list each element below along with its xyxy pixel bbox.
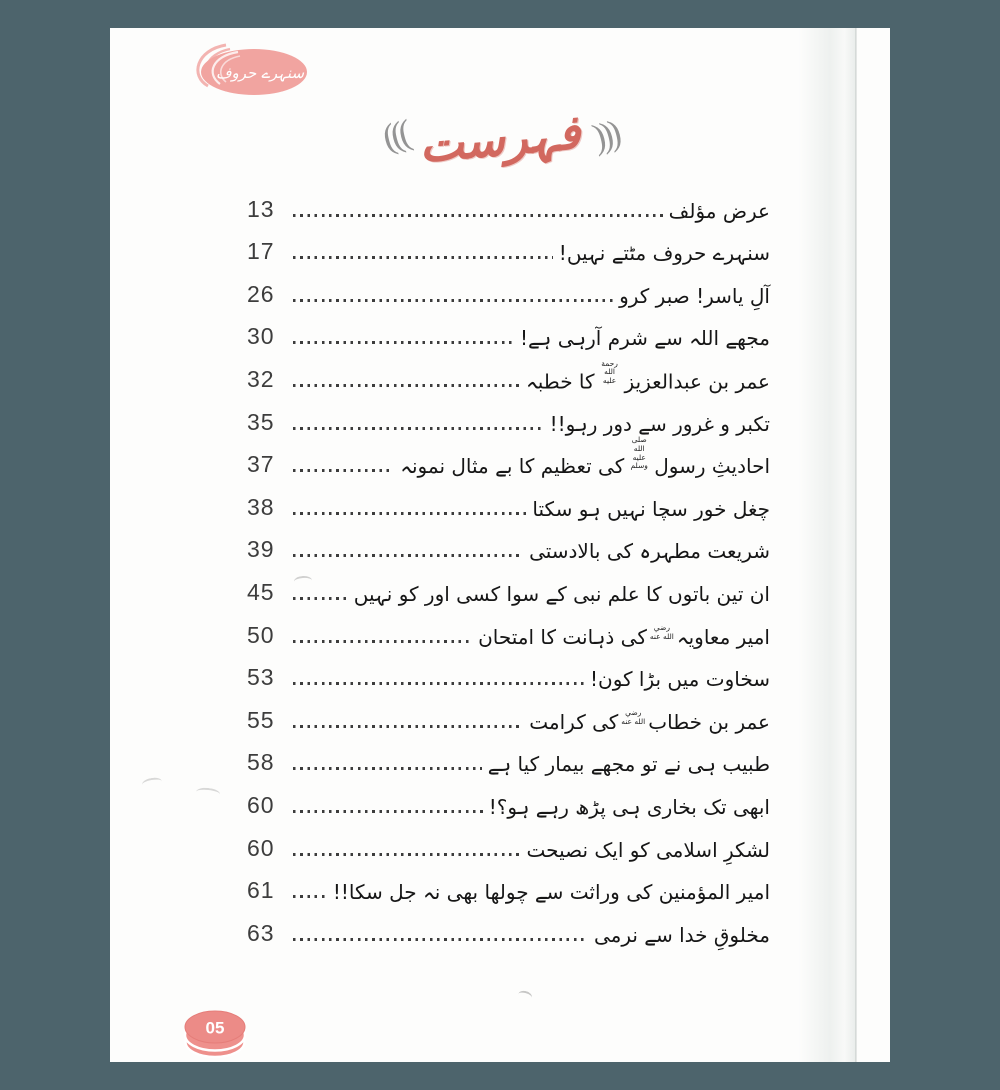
dot-leader <box>293 895 327 898</box>
toc-row <box>247 482 770 525</box>
dot-leader <box>293 554 523 557</box>
toc-title <box>527 835 770 865</box>
toc-title-main: تکبر و غرور سے دور رہو!! <box>549 411 770 436</box>
toc-title-after: کی ذہانت کا امتحان <box>478 624 647 649</box>
toc-title-after: کا خطبہ <box>526 368 595 393</box>
toc-title-after: کی تعظیم کا بے مثال نمونہ <box>400 454 625 479</box>
toc-title-honorific: صلى الله عليه وسلم <box>630 435 648 471</box>
toc-title <box>550 409 770 439</box>
scan-artifact <box>196 787 221 799</box>
toc-title <box>520 323 770 353</box>
dot-leader <box>293 682 584 685</box>
toc-title-main: عرض مؤلف <box>668 198 770 223</box>
toc-title <box>400 436 770 481</box>
toc-title <box>489 792 770 822</box>
toc-title <box>529 536 770 566</box>
toc-row <box>247 908 770 951</box>
toc-title <box>354 579 770 609</box>
toc-page-number: 60 <box>247 791 275 818</box>
toc-row <box>247 397 770 440</box>
toc-title <box>488 749 770 779</box>
toc-title <box>529 707 770 737</box>
toc-page-number: 58 <box>247 749 275 776</box>
scan-artifact <box>141 776 162 789</box>
toc-row <box>247 525 770 568</box>
page-edge-shadow <box>798 28 856 1062</box>
toc-row <box>247 567 770 610</box>
contents-heading <box>110 105 890 174</box>
page-number-badge <box>183 1006 247 1064</box>
dot-leader <box>293 469 394 472</box>
toc-title-main: شریعت مطہرہ کی بالادستی <box>529 539 770 564</box>
toc-title-honorific: رضي الله عنه <box>649 622 674 641</box>
toc-page-number: 60 <box>247 834 275 861</box>
toc-row <box>247 653 770 696</box>
toc-row <box>247 610 770 653</box>
toc-title-main: امیر المؤمنین کی وراثت سے چولھا بھی نہ جل سکا!! <box>332 880 770 905</box>
toc-page-number: 38 <box>247 493 275 520</box>
toc-page-number: 26 <box>247 280 275 307</box>
heading-ornament-left: ((( <box>378 112 412 158</box>
toc-page-number: 61 <box>247 877 275 904</box>
publisher-logo <box>180 42 312 100</box>
toc-title-honorific: رحمة الله عليه <box>601 358 618 385</box>
toc-title-main: ابھی تک بخاری ہی پڑھ رہے ہو؟! <box>488 794 770 819</box>
toc-title-main: امیر معاویہ <box>676 624 770 649</box>
toc-title <box>526 360 770 396</box>
dot-leader <box>293 341 514 344</box>
toc-title-main: احادیثِ رسول <box>654 454 770 479</box>
toc-row <box>247 354 770 397</box>
toc-title <box>559 238 770 268</box>
toc-page-number: 13 <box>247 195 275 222</box>
toc-title <box>590 664 770 694</box>
toc-page-number: 30 <box>247 323 275 350</box>
toc-title <box>333 877 770 907</box>
toc-row <box>247 184 770 227</box>
book-page <box>110 28 890 1062</box>
toc-page-number: 45 <box>247 578 275 605</box>
toc-title <box>594 920 770 950</box>
toc-page-number: 39 <box>247 536 275 563</box>
dot-leader <box>293 640 472 643</box>
toc-title-main: مخلوقِ خدا سے نرمی <box>593 922 770 947</box>
toc-title-main: سنہرے حروف مٹتے نہیں! <box>558 241 770 266</box>
toc-title-main: آلِ یاسر! صبر کرو <box>619 283 770 308</box>
toc-row <box>247 695 770 738</box>
toc-title-main: عمر بن عبدالعزیز <box>624 368 770 393</box>
dot-leader <box>293 938 588 941</box>
scan-artifact <box>517 989 533 1002</box>
toc-title-main: ان تین باتوں کا علم نبی کے سوا کسی اور کو نہیں <box>353 581 770 606</box>
toc-title-main: چغل خور سچا نہیں ہو سکتا <box>532 496 770 521</box>
footer-page-number: 05 <box>205 1018 225 1038</box>
dot-leader <box>293 597 348 600</box>
toc-title-after: کی کرامت <box>529 709 619 734</box>
dot-leader <box>293 256 553 259</box>
toc-title-honorific: رضي الله عنه <box>621 708 646 726</box>
dot-leader <box>293 299 613 302</box>
toc-row <box>247 823 770 866</box>
dot-leader <box>293 853 521 856</box>
toc-title-main: مجھے اللہ سے شرم آرہی ہے! <box>519 326 770 351</box>
toc-title <box>478 622 770 652</box>
dot-leader <box>293 214 663 217</box>
toc-page-number: 37 <box>247 451 275 478</box>
toc-title <box>619 281 770 311</box>
toc-page-number: 63 <box>247 919 275 946</box>
toc-list <box>247 184 770 951</box>
toc-row <box>247 738 770 781</box>
toc-page-number: 17 <box>247 238 275 265</box>
toc-row <box>247 227 770 270</box>
toc-title-main: طبیب ہی نے تو مجھے بیمار کیا ہے <box>487 752 770 777</box>
dot-leader <box>293 427 544 430</box>
toc-row <box>247 312 770 355</box>
toc-page-number: 35 <box>247 408 275 435</box>
dot-leader <box>293 810 483 813</box>
toc-row <box>247 866 770 909</box>
page-edge-line <box>855 28 857 1062</box>
page-title: فہرست <box>417 105 583 174</box>
toc-title-main: لشکرِ اسلامی کو ایک نصیحت <box>526 837 770 862</box>
dot-leader <box>293 384 520 387</box>
heading-ornament-right: ))) <box>588 112 622 158</box>
toc-title-main: عمر بن خطاب <box>648 709 770 734</box>
dot-leader <box>293 767 482 770</box>
toc-title <box>532 494 770 524</box>
toc-row <box>247 269 770 312</box>
toc-page-number: 32 <box>247 365 275 392</box>
logo-book-title: سنہرے حروف <box>215 64 305 82</box>
dot-leader <box>293 725 523 728</box>
toc-title-main: سخاوت میں بڑا کون! <box>589 667 770 692</box>
toc-title <box>669 196 770 226</box>
toc-page-number: 50 <box>247 621 275 648</box>
toc-page-number: 53 <box>247 664 275 691</box>
toc-row <box>247 780 770 823</box>
toc-row <box>247 435 770 483</box>
toc-page-number: 55 <box>247 706 275 733</box>
dot-leader <box>293 512 526 515</box>
